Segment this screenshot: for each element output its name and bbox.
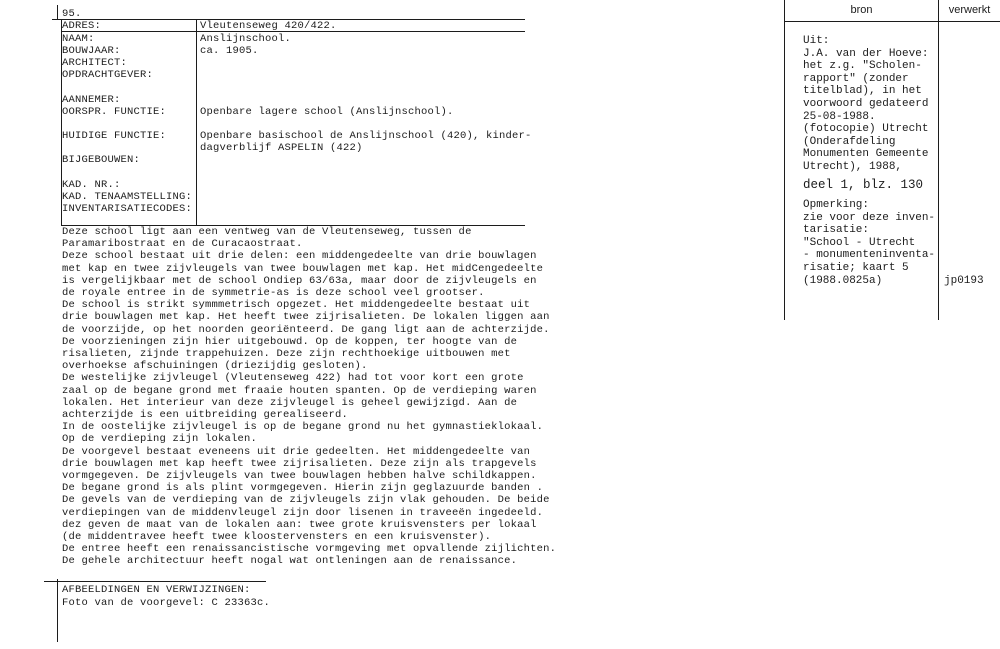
opmerking-line: zie voor deze inven- xyxy=(803,211,936,224)
record-bottom-margin-rule xyxy=(57,579,58,642)
description-line: achterzijde is een uitbreiding gerealiseerd. xyxy=(62,409,349,421)
verwerkt-code: jp0193 xyxy=(944,275,984,287)
record-column-divider xyxy=(196,19,197,226)
record-margin-rule xyxy=(57,5,58,19)
field-label-bouwjaar: BOUWJAAR: xyxy=(62,45,121,57)
description-line: drie bouwlagen met kap heeft twee zijrisalieten. Deze zijn als trapgevels xyxy=(62,458,537,470)
opmerking-line: risatie; kaart 5 xyxy=(803,262,909,274)
bron-line: Uit: xyxy=(803,35,830,47)
bron-deel: deel 1, blz. 130 xyxy=(803,178,924,192)
field-label-inventarisatiecodes: INVENTARISATIECODES: xyxy=(62,203,193,215)
bron-line: het z.g. "Scholen- xyxy=(803,60,922,73)
description-line: is vergelijkbaar met de school Ondiep 63/63a, maar door de zijvleugels en xyxy=(62,275,537,287)
description-line: De begane grond is als plint vormgegeven. Hierin zijn geglazuurde banden . xyxy=(62,482,544,494)
description-line: De gevels van de verdieping van de zijvleugels zijn vlak gehouden. De beide xyxy=(62,494,550,506)
description-line: de royale entree in de symmetrie-as is deze school veel grootser. xyxy=(62,287,485,299)
description-line: dez geven de maat van de lokalen aan: twee grote kruisvensters per lokaal xyxy=(62,519,537,531)
description-line: De voorgevel bestaat eveneens uit drie gedeelten. Het middengedeelte van xyxy=(62,446,531,458)
description-line: Op de verdieping zijn lokalen. xyxy=(62,433,258,445)
source-table-left-rule xyxy=(784,0,785,320)
column-header-bron: bron xyxy=(850,4,873,16)
description-line: Deze school ligt aan een ventweg van de Vleutenseweg, tussen de xyxy=(62,226,472,238)
field-label-bijgebouwen: BIJGEBOUWEN: xyxy=(62,154,141,166)
field-label-kad-tenaamstelling: KAD. TENAAMSTELLING: xyxy=(62,191,193,203)
description-line: De gehele architectuur heeft nogal wat ontleningen aan de renaissance. xyxy=(62,555,518,567)
field-value-bouwjaar: ca. 1905. xyxy=(200,45,259,57)
bron-line: rapport" (zonder xyxy=(803,72,909,85)
field-label-adres: ADRES: xyxy=(62,20,102,32)
description-line: (de middentravee heeft twee kloostervensters en een kruisvenster). xyxy=(62,531,492,543)
description-line: met kap en twee zijvleugels van twee bouwlagen met kap. Het midCengedeelte xyxy=(62,263,544,275)
opmerking-line: (1988.0825a) xyxy=(803,274,883,287)
references-heading: AFBEELDINGEN EN VERWIJZINGEN: xyxy=(62,584,251,596)
references-item: Foto van de voorgevel: C 23363c. xyxy=(62,597,271,609)
opmerking-line: tarisatie: xyxy=(803,224,870,237)
field-value-oorspr-functie: Openbare lagere school (Anslijnschool). xyxy=(200,106,454,118)
bron-line: (fotocopie) Utrecht xyxy=(803,123,929,136)
description-line: De school is strikt symmmetrisch opgezet. Het middengedeelte bestaat uit xyxy=(62,299,531,311)
field-value-huidige-functie: Openbare basischool de Anslijnschool (420), kinder- dagverblijf ASPELIN (422) xyxy=(200,130,532,154)
field-value-adres: Vleutenseweg 420/422. xyxy=(200,20,337,32)
bron-line: (Onderafdeling xyxy=(803,135,896,148)
bron-line: 25-08-1988. xyxy=(803,110,876,123)
bron-line: titelblad), in het xyxy=(803,85,922,98)
opmerking-line: Opmerking: xyxy=(803,199,870,211)
bron-line: J.A. van der Hoeve: xyxy=(803,47,929,60)
opmerking-line: "School - Utrecht xyxy=(803,236,916,249)
description-line: In de oostelijke zijvleugel is op de begane grond nu het gymnastieklokaal. xyxy=(62,421,544,433)
bron-line: voorwoord gedateerd xyxy=(803,98,929,110)
field-label-huidige-functie: HUIDIGE FUNCTIE: xyxy=(62,130,167,142)
description-line: verdiepingen van de middenvleugel zijn door lisenen in traveeën ingedeeld. xyxy=(62,507,544,519)
references-top-rule xyxy=(44,581,266,582)
column-header-verwerkt: verwerkt xyxy=(948,4,991,16)
field-label-kad-nr: KAD. NR.: xyxy=(62,179,121,191)
field-label-opdrachtgever: OPDRACHTGEVER: xyxy=(62,69,154,81)
bron-line: Monumenten Gemeente xyxy=(803,148,929,161)
source-table-top-rule xyxy=(784,21,1000,22)
description-line: De westelijke zijvleugel (Vleutenseweg 422) had tot voor kort een grote xyxy=(62,372,524,384)
description-line: de voorzijde, op het noorden georiënteerd. De gang ligt aan de achterzijde. xyxy=(62,324,550,336)
field-label-aannemer: AANNEMER: xyxy=(62,94,121,106)
description-line: drie bouwlagen met kap. Het heeft twee zijrisalieten. De lokalen liggen aan xyxy=(62,311,550,323)
field-label-naam: NAAM: xyxy=(62,33,95,45)
description-line: Paramaribostraat en de Curacaostraat. xyxy=(62,238,303,250)
field-value-naam: Anslijnschool. xyxy=(200,33,292,45)
opmerking-line: - monumenteninventa- xyxy=(803,249,936,262)
description-line: De entree heeft een renaissancistische vormgeving met opvallende zijlichten. xyxy=(62,543,557,555)
description-line: De voorzieningen zijn hier uitgebouwd. Op de koppen, ter hoogte van de xyxy=(62,336,518,348)
description-line: lokalen. Het interieur van deze zijvleugel is geheel gewijzigd. Aan de xyxy=(62,397,518,409)
bron-line: Utrecht), 1988, xyxy=(803,161,903,173)
record-number: 95. xyxy=(62,8,82,20)
field-label-oorspr-functie: OORSPR. FUNCTIE: xyxy=(62,106,167,118)
description-line: overhoekse afschuiningen (driezijdig gesloten). xyxy=(62,360,368,372)
description-line: zaal op de begane grond met fraaie houten spanten. Op de verdieping waren xyxy=(62,385,537,397)
description-line: vormgegeven. De zijvleugels van twee bouwlagen hebben halve schildkappen. xyxy=(62,470,537,482)
description-line: Deze school bestaat uit drie delen: een middengedeelte van drie bouwlagen xyxy=(62,250,537,262)
description-line: risalieten, zijnde trappehuizen. Deze zijn rechthoekige uitbouwen met xyxy=(62,348,511,360)
field-label-architect: ARCHITECT: xyxy=(62,57,128,69)
source-table-column-divider xyxy=(938,0,939,320)
